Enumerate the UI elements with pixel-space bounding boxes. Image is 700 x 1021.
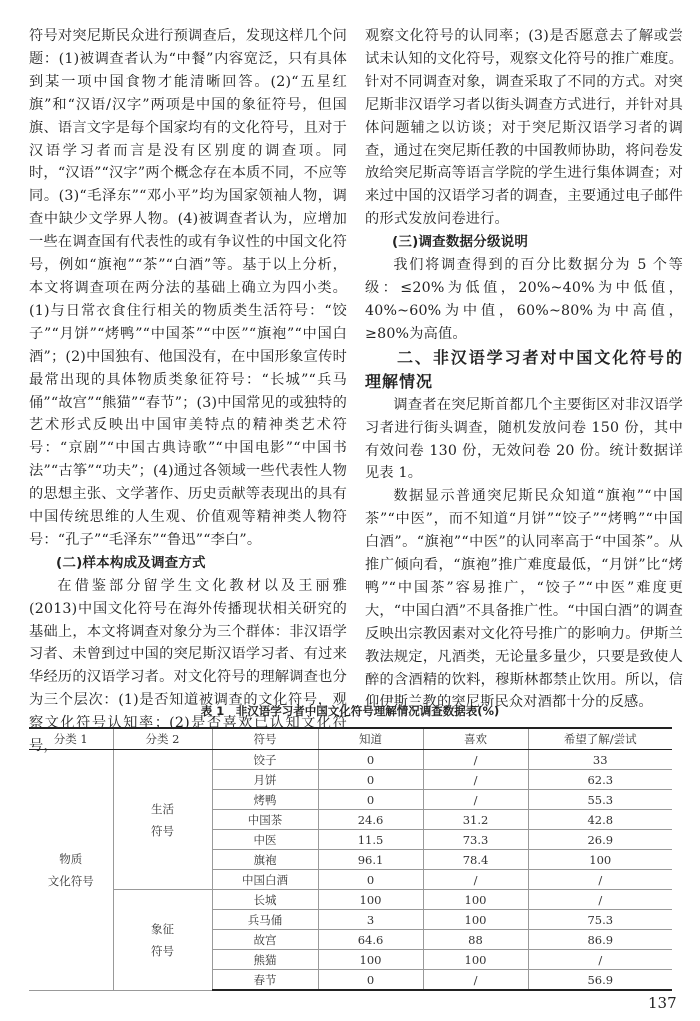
category2-line: 生活 <box>151 801 174 816</box>
cell-know: 100 <box>318 950 423 970</box>
header-category2: 分类 2 <box>113 728 212 750</box>
body-paragraph: 在借鉴部分留学生文化教材以及王丽雅(2013)中国文化符号在海外传播现状相关研究的基础上，本文将调查对象分为三个群体：非汉语学习者、未曾到过中国的突尼斯汉语学习者、有过来华经历的汉语学习者。对文化符号的理解调查也分为三个层次：(1)是否知道被调查的文化符号，观察文化符号认知率；(2)是否喜欢已认知文化符号， <box>29 577 347 755</box>
cell-want: 56.9 <box>528 970 672 991</box>
cell-symbol: 春节 <box>212 970 318 991</box>
category1-cell <box>29 750 113 991</box>
cell-know: 0 <box>318 970 423 991</box>
cell-know: 0 <box>318 770 423 790</box>
left-column <box>29 25 347 758</box>
cell-know: 0 <box>318 790 423 810</box>
cell-want: / <box>528 950 672 970</box>
cell-symbol: 故宫 <box>212 930 318 950</box>
cell-want: 75.3 <box>528 910 672 930</box>
subheading-sample-method: (二)样本构成及调查方式 <box>56 554 206 571</box>
cell-like: / <box>423 970 528 991</box>
cell-want: / <box>528 870 672 890</box>
cell-know: 3 <box>318 910 423 930</box>
cell-know: 0 <box>318 750 423 770</box>
category2-line: 符号 <box>151 943 174 958</box>
cell-know: 11.5 <box>318 830 423 850</box>
cell-like: 73.3 <box>423 830 528 850</box>
cell-symbol: 中国茶 <box>212 810 318 830</box>
category2-symbol-cell <box>113 890 212 991</box>
header-symbol: 符号 <box>212 728 318 750</box>
cell-want: 100 <box>528 850 672 870</box>
header-category1: 分类 1 <box>29 728 113 750</box>
body-paragraph: 观察文化符号的认同率；(3)是否愿意去了解或尝试未认知的文化符号，观察文化符号的推广难度。针对不同调查对象，调查采取了不同的方式。对突尼斯非汉语学习者以街头调查方式进行，并针对具体问题辅之以访谈；对于突尼斯汉语学习者的调查，通过在突尼斯任教的中国教师协助，将问卷发放给突尼斯高等语言学院的学生进行集体调查；对来过中国的汉语学习者的调查，主要通过电子邮件的形式发放问卷进行。 <box>365 28 683 228</box>
cell-like: 88 <box>423 930 528 950</box>
table-row <box>29 890 672 910</box>
category1-line: 物质 <box>59 851 83 866</box>
right-column <box>365 25 683 714</box>
body-paragraph: 数据显示普通突尼斯民众知道“旗袍”“中国茶”“中医”，而不知道“月饼”“饺子”“烤鸭”“中国白酒”。“旗袍”“中医”的认同率高于“中国茶”。从推广倾向看，“旗袍”推广难度最低，“月饼”比“烤鸭”“中国茶”容易推广，“饺子”“中医”难度更大，“中国白酒”不具备推广性。“中国白酒”的调查反映出宗教因素对文化符号推广的影响力。伊斯兰教法规定，凡酒类，无论量多量少，只要是致使人醉的含酒精的饮料，穆斯林都禁止饮用。所以，信仰伊斯兰教的突尼斯民众对酒都十分的反感。 <box>365 488 683 711</box>
cell-symbol: 中医 <box>212 830 318 850</box>
table-row <box>29 750 672 770</box>
cell-symbol: 旗袍 <box>212 850 318 870</box>
cell-know: 100 <box>318 890 423 910</box>
page-number: 137 <box>648 994 677 1012</box>
cell-want: 55.3 <box>528 790 672 810</box>
cell-know: 96.1 <box>318 850 423 870</box>
cell-like: / <box>423 750 528 770</box>
cell-symbol: 饺子 <box>212 750 318 770</box>
body-paragraph: 调查者在突尼斯首都几个主要街区对非汉语学习者进行街头调查，随机发放问卷 150 份，其中有效问卷 130 份，无效问卷 20 份。统计数据详见表 1。 <box>365 396 683 482</box>
header-know: 知道 <box>318 728 423 750</box>
cell-like: 100 <box>423 890 528 910</box>
cell-symbol: 熊猫 <box>212 950 318 970</box>
cell-like: 78.4 <box>423 850 528 870</box>
cell-want: / <box>528 890 672 910</box>
category2-line: 象征 <box>151 921 174 936</box>
cell-like: 100 <box>423 950 528 970</box>
cell-like: / <box>423 870 528 890</box>
category2-life-cell <box>113 750 212 890</box>
cell-symbol: 中国白酒 <box>212 870 318 890</box>
cell-know: 24.6 <box>318 810 423 830</box>
cell-symbol: 长城 <box>212 890 318 910</box>
subheading-data-grading: (三)调查数据分级说明 <box>392 234 529 251</box>
cell-symbol: 月饼 <box>212 770 318 790</box>
header-like: 喜欢 <box>423 728 528 750</box>
cell-want: 86.9 <box>528 930 672 950</box>
cell-like: 31.2 <box>423 810 528 830</box>
header-want: 希望了解/尝试 <box>528 728 672 750</box>
cell-want: 42.8 <box>528 810 672 830</box>
category2-line: 符号 <box>151 823 174 838</box>
cell-like: 100 <box>423 910 528 930</box>
category1-line: 文化符号 <box>47 873 94 888</box>
table-caption: 表 1 非汉语学习者中国文化符号理解情况调查数据表(%) <box>200 704 500 718</box>
cell-know: 64.6 <box>318 930 423 950</box>
cell-like: / <box>423 790 528 810</box>
section-heading: 二、非汉语学习者对中国文化符号的理解情况 <box>365 347 683 391</box>
survey-data-table <box>29 727 672 991</box>
body-paragraph: 符号对突尼斯民众进行预调查后，发现这样几个问题：(1)被调查者认为“中餐”内容宽泛，只有具体到某一项中国食物才能清晰回答。(2)“五星红旗”和“汉语/汉字”两项是中国的象征符号，但国旗、语言文字是每个国家均有的文化符号，且对于汉语学习者而言是没有区别度的调查项。同时，“汉语”“汉字”两个概念存在本质不同，不应等同。(3)“毛泽东”“邓小平”均为国家领袖人物，调查中缺少文学界人物。(4)被调查者认为，应增加一些在调查国有代表性的或有争议性的中国文化符号，例如“旗袍”“茶”“白酒”等。基于以上分析，本文将调查项在两分法的基础上确立为四小类。(1)与日常衣食住行相关的物质类生活符号：“饺子”“月饼”“烤鸭”“中国茶”“中医”“旗袍”“中国白酒”；(2)中国独有、他国没有，在中国形象宣传时最常出现的具体物质类象征符号：“长城”“兵马俑”“故宫”“熊猫”“春节”；(3)中国常见的或独特的艺术形式反映出中国审美特点的精神类艺术符号：“京剧”“中国古典诗歌”“中国电影”“中国书法”“古筝”“功夫”；(4)通过各领域一些代表性人物的思想主张、文学著作、历史贡献等表现出的具有中国传统思维的人生观、价值观等精神类人物符号：“孔子”“毛泽东”“鲁迅”“李白”。 <box>29 28 347 548</box>
cell-want: 26.9 <box>528 830 672 850</box>
cell-symbol: 兵马俑 <box>212 910 318 930</box>
cell-want: 62.3 <box>528 770 672 790</box>
cell-know: 0 <box>318 870 423 890</box>
cell-like: / <box>423 770 528 790</box>
cell-want: 33 <box>528 750 672 770</box>
body-paragraph: 我们将调查得到的百分比数据分为 5 个等级：≤20%为低值，20%~40%为中低值，40%~60%为中值，60%~80%为中高值，≥80%为高值。 <box>365 257 683 342</box>
cell-symbol: 烤鸭 <box>212 790 318 810</box>
table-header-row <box>29 728 672 750</box>
